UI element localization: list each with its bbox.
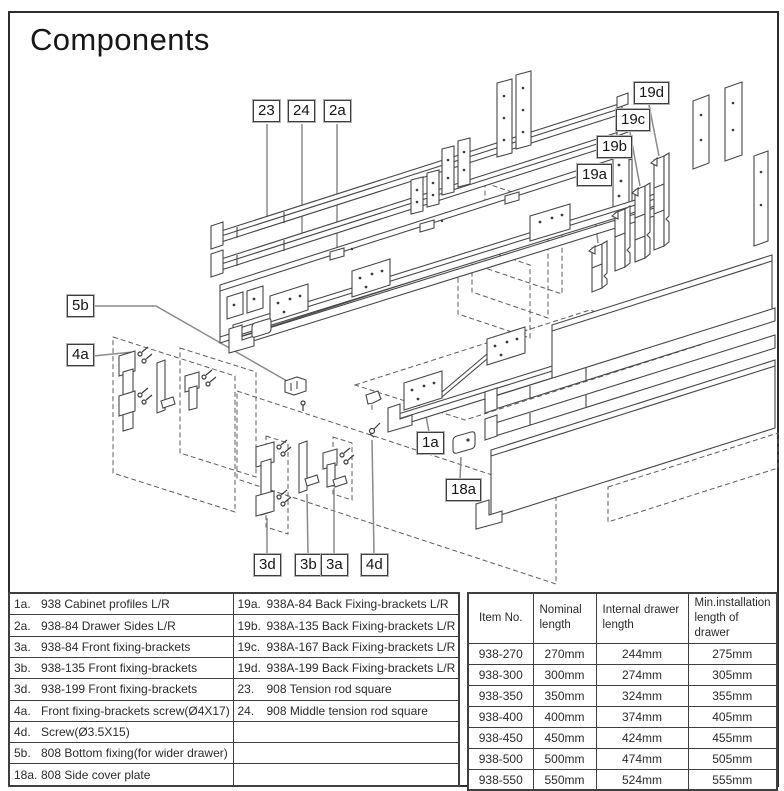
- item-no: 938-450: [468, 727, 533, 748]
- item-no: 938-550: [468, 769, 533, 790]
- table-row: [468, 664, 777, 685]
- parts-table: [8, 592, 460, 787]
- table-header-row: [468, 593, 777, 643]
- nominal-length: 350mm: [533, 685, 596, 706]
- table-row: [9, 593, 459, 615]
- part-desc: 938 Cabinet profiles L/R: [41, 597, 170, 612]
- item-no: 938-400: [468, 706, 533, 727]
- callout-4d: 4d: [361, 554, 388, 576]
- part-desc: 908 Middle tension rod square: [266, 703, 428, 718]
- internal-length: 274mm: [596, 664, 688, 685]
- nominal-length: 500mm: [533, 748, 596, 769]
- table-row: [9, 743, 459, 764]
- table-row: [9, 764, 459, 786]
- part-id: 19b.: [237, 618, 261, 633]
- table-row: [468, 748, 777, 769]
- nominal-length: 450mm: [533, 727, 596, 748]
- callout-3d: 3d: [254, 554, 281, 576]
- part-desc: 808 Bottom fixing(for wider drawer): [41, 746, 228, 761]
- callout-19a: 19a: [577, 164, 612, 186]
- part-id: 19a.: [237, 597, 261, 612]
- screw-4d: [370, 423, 381, 437]
- right-panel-stack: [476, 255, 775, 529]
- table-row: [9, 700, 459, 721]
- callout-3b: 3b: [295, 554, 322, 576]
- part-id: 4a.: [14, 703, 31, 718]
- min-install-length: 405mm: [688, 706, 777, 727]
- table-row: [9, 658, 459, 679]
- min-install-length: 305mm: [688, 664, 777, 685]
- part-id: 19d.: [237, 661, 261, 676]
- part-desc: 938A-135 Back Fixing-brackets L/R: [266, 618, 456, 633]
- table-row: [9, 679, 459, 700]
- part-id: 4d.: [14, 725, 31, 740]
- part-desc: 938A-199 Back Fixing-brackets L/R: [266, 661, 456, 676]
- part-id: 18a.: [14, 767, 38, 782]
- min-install-length: 455mm: [688, 727, 777, 748]
- table-row: [468, 769, 777, 790]
- front-brackets-3d-3b-3a: [256, 440, 354, 516]
- nominal-length: 300mm: [533, 664, 596, 685]
- side-cover-plate-18a: [453, 432, 475, 453]
- part-desc: 938A-167 Back Fixing-brackets L/R: [266, 639, 456, 654]
- part-desc: 938-84 Front fixing-brackets: [41, 639, 191, 654]
- internal-length: 424mm: [596, 727, 688, 748]
- bottom-fixing-5b: [285, 377, 306, 411]
- min-install-length: 355mm: [688, 685, 777, 706]
- part-desc: Front fixing-brackets screw(Ø4X17): [41, 703, 230, 718]
- callout-19d: 19d: [634, 82, 669, 104]
- internal-length: 244mm: [596, 643, 688, 664]
- part-desc: Screw(Ø3.5X15): [41, 725, 130, 740]
- min-install-length: 275mm: [688, 643, 777, 664]
- item-no: 938-270: [468, 643, 533, 664]
- internal-length: 524mm: [596, 769, 688, 790]
- part-id: 19c.: [237, 639, 261, 654]
- column-header: Item No.: [468, 593, 533, 643]
- cabinet-profiles-top-right: [693, 82, 768, 246]
- table-row: [9, 636, 459, 657]
- part-id: 2a.: [14, 618, 31, 633]
- part-id: 3b.: [14, 661, 31, 676]
- part-desc: 938A-84 Back Fixing-brackets L/R: [266, 597, 449, 612]
- internal-length: 374mm: [596, 706, 688, 727]
- part-id: 24.: [237, 703, 255, 718]
- column-header: Internal drawer length: [596, 593, 688, 643]
- part-desc: 938-199 Front fixing-brackets: [41, 682, 198, 697]
- callout-18a: 18a: [446, 479, 481, 501]
- part-id: 5b.: [14, 746, 31, 761]
- table-row: [468, 727, 777, 748]
- item-no: 938-300: [468, 664, 533, 685]
- part-id: 3d.: [14, 682, 31, 697]
- callout-5b: 5b: [67, 295, 94, 317]
- nominal-length: 270mm: [533, 643, 596, 664]
- table-row: [9, 615, 459, 636]
- front-brackets-left: [119, 347, 216, 431]
- callout-19b: 19b: [597, 136, 632, 158]
- part-id: 3a.: [14, 639, 31, 654]
- callout-23: 23: [253, 100, 280, 122]
- page-title: Components: [30, 22, 210, 57]
- part-id: 1a.: [14, 597, 31, 612]
- part-desc: 938-84 Drawer Sides L/R: [41, 618, 176, 633]
- callout-19c: 19c: [616, 109, 650, 131]
- min-install-length: 555mm: [688, 769, 777, 790]
- table-row: [468, 685, 777, 706]
- nominal-length: 550mm: [533, 769, 596, 790]
- table-row: [468, 643, 777, 664]
- min-install-length: 505mm: [688, 748, 777, 769]
- callout-3a: 3a: [321, 554, 348, 576]
- table-row: [9, 721, 459, 742]
- item-no: 938-350: [468, 685, 533, 706]
- column-header: Min.installation length of drawer: [688, 593, 777, 643]
- callout-2a: 2a: [324, 100, 351, 122]
- column-header: Nominal length: [533, 593, 596, 643]
- part-desc: 808 Side cover plate: [41, 767, 151, 782]
- internal-length: 474mm: [596, 748, 688, 769]
- callout-24: 24: [288, 100, 315, 122]
- part-id: 23.: [237, 682, 255, 697]
- callout-1a: 1a: [417, 432, 444, 454]
- nominal-length: 400mm: [533, 706, 596, 727]
- part-desc: 908 Tension rod square: [266, 682, 392, 697]
- part-desc: 938-135 Front fixing-brackets: [41, 661, 198, 676]
- callout-4a: 4a: [67, 344, 94, 366]
- item-no: 938-500: [468, 748, 533, 769]
- table-row: [468, 706, 777, 727]
- internal-length: 324mm: [596, 685, 688, 706]
- size-table: [467, 592, 778, 791]
